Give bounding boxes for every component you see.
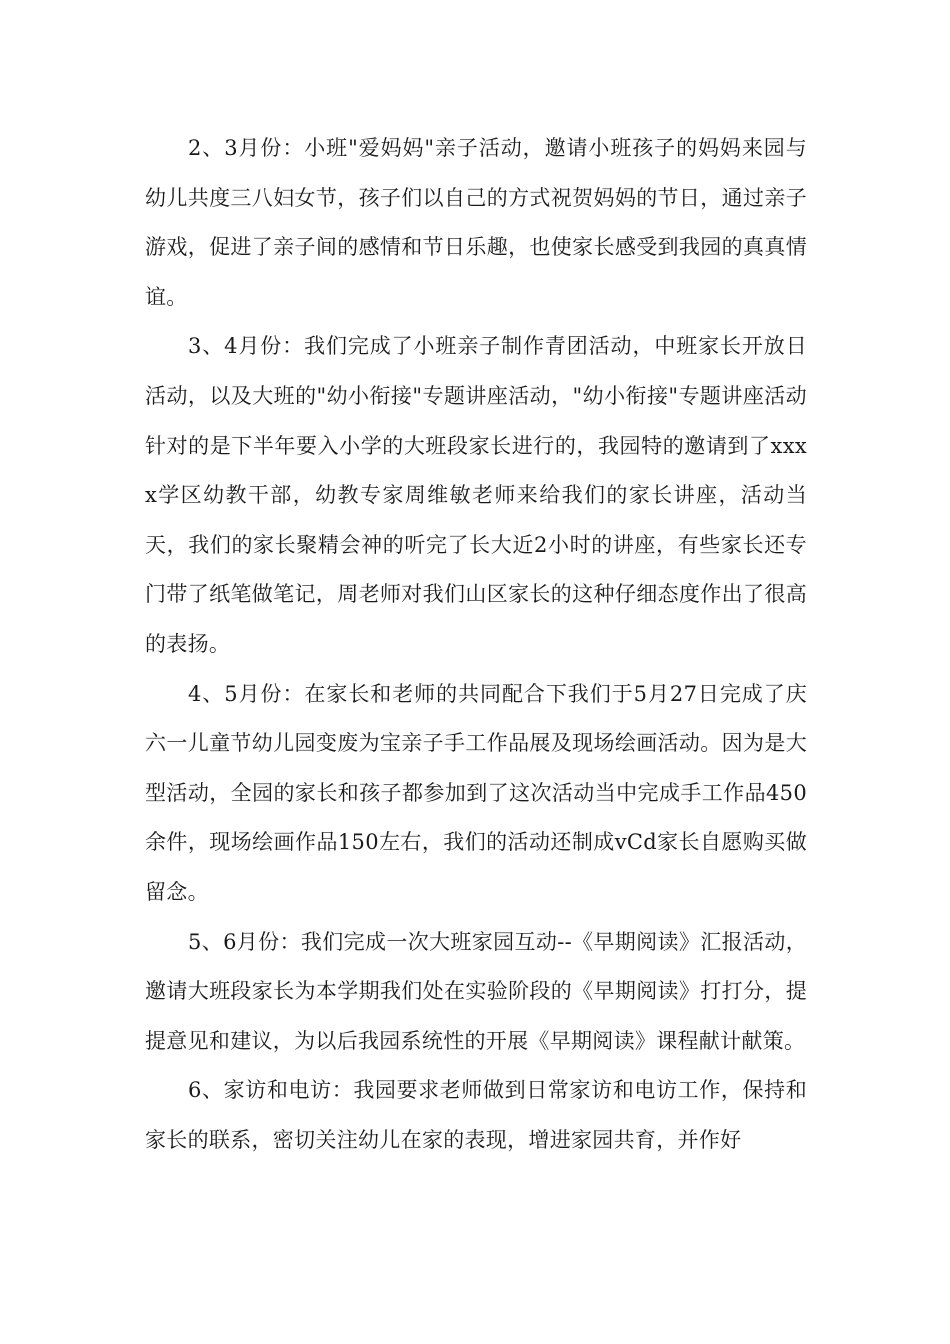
paragraph-march: 2、3月份：小班"爱妈妈"亲子活动，邀请小班孩子的妈妈来园与幼儿共度三八妇女节，孩子们以自己的方式祝贺妈妈的节日，通过亲子游戏，促进了亲子间的感情和节日乐趣，也使家长感受到我园的真真情谊。 (145, 136, 807, 309)
paragraph-may: 4、5月份：在家长和老师的共同配合下我们于5月27日完成了庆六一儿童节幼儿园变废为宝亲子手工作品展及现场绘画活动。因为是大型活动，全园的家长和孩子都参加到了这次活动当中完成手工作品450余件，现场绘画作品150左右，我们的活动还制成vCd家长自愿购买做留念。 (145, 681, 807, 904)
paragraph-april: 3、4月份：我们完成了小班亲子制作青团活动，中班家长开放日活动，以及大班的"幼小衔接"专题讲座活动，"幼小衔接"专题讲座活动针对的是下半年要入小学的大班段家长进行的，我园特的邀请到了xxxx学区幼教干部，幼教专家周维敏老师来给我们的家长讲座，活动当天，我们的家长聚精会神的听完了长大近2小时的讲座，有些家长还专门带了纸笔做笔记，周老师对我们山区家长的这种仔细态度作出了很高的表扬。 (145, 334, 807, 656)
document-body (145, 124, 807, 1165)
paragraph-home-visits: 6、家访和电访：我园要求老师做到日常家访和电访工作，保持和家长的联系，密切关注幼儿在家的表现，增进家园共育，并作好 (145, 1078, 807, 1152)
paragraph-june: 5、6月份：我们完成一次大班家园互动--《早期阅读》汇报活动，邀请大班段家长为本学期我们处在实验阶段的《早期阅读》打打分，提提意见和建议，为以后我园系统性的开展《早期阅读》课程献计献策。 (145, 929, 807, 1053)
